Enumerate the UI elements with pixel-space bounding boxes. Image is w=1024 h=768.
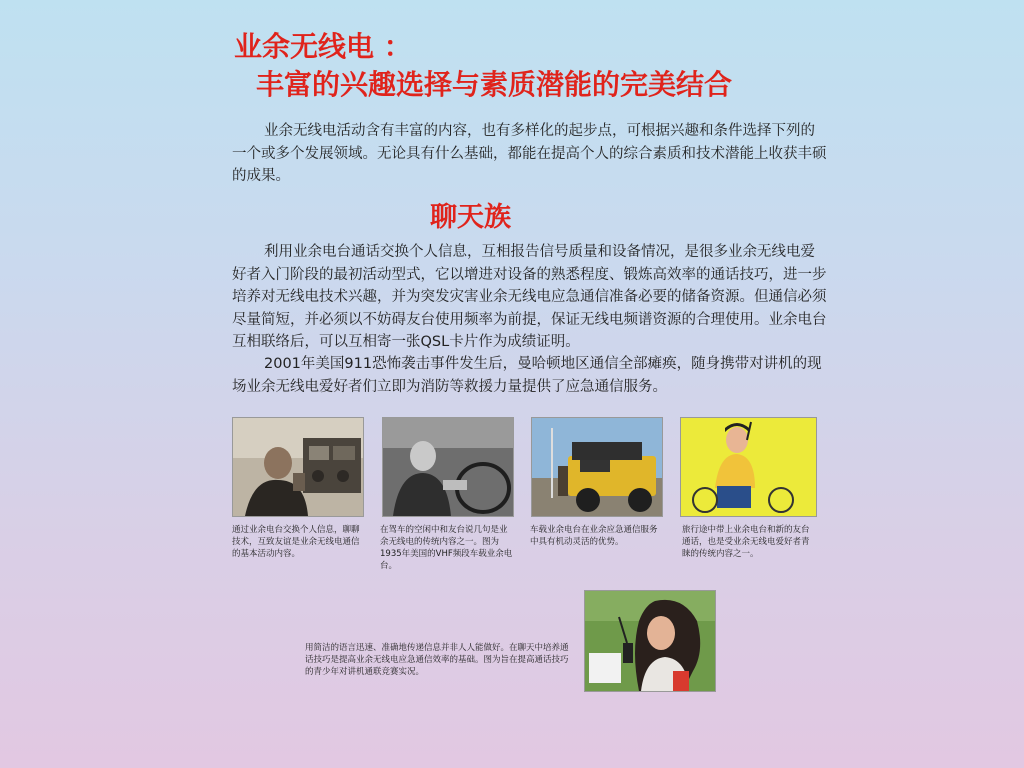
title-line-2: 丰富的兴趣选择与素质潜能的完美结合 [256,68,733,101]
caption-4: 旅行途中带上业余电台和新的友台通话，也是受业余无线电爱好者青睐的传统内容之一。 [682,525,810,559]
caption-3: 车载业余电台在业余应急通信服务中具有机动灵活的优势。 [530,525,658,547]
section-paragraph-1 [232,241,828,354]
section-paragraph-2 [232,353,828,398]
section-text-1: 利用业余电台通话交换个人信息，互相报告信号质量和设备情况，是很多业余无线电爱好者入门阶段的最初活动型式，它以增进对设备的熟悉程度、锻炼高效率的通话技巧，进一步培养对无线电技术兴趣，并为突发灾害业余无线电应急通信准备必要的储备资源。但通信必须尽量简短，并必须以不妨碍友台使用频率为前提，保证无线电频谱资源的合理使用。业余电台互相联络后，可以互相寄一张QSL卡片作为成绩证明。 [232,244,827,350]
caption-5: 用简洁的语言迅速、准确地传递信息并非人人能做好。在聊天中培养通话技巧是提高业余无线电应急通信效率的基础。图为旨在提高通话技巧的青少年对讲机通联竞赛实况。 [305,643,569,677]
photo-cyclist-girl [680,417,817,517]
photo-yellow-vehicle [531,417,663,517]
photo-radio-operator [232,417,364,517]
section-title: 聊天族 [430,202,511,233]
caption-1: 通过业余电台交换个人信息，聊聊技术，互致友谊是业余无线电通信的基本活动内容。 [232,525,360,559]
photo-car-driver [382,417,514,517]
intro-text: 业余无线电活动含有丰富的内容，也有多样化的起步点，可根据兴趣和条件选择下列的一个或多个发展领域。无论具有什么基础，都能在提高个人的综合素质和技术潜能上收获丰硕的成果。 [232,123,827,184]
section-text-2: 2001年美国911恐怖袭击事件发生后，曼哈顿地区通信全部瘫痪，随身携带对讲机的现场业余无线电爱好者们立即为消防等救援力量提供了应急通信服务。 [232,356,822,395]
intro-paragraph [232,120,828,188]
page-title [234,28,732,104]
title-line-1: 业余无线电 ： [234,30,412,63]
photo-girl-walkie-talkie [584,590,716,692]
caption-2: 在驾车的空闲中和友台说几句是业余无线电的传统内容之一。图为1935年美国的VHF频段车载业余电台。 [380,525,513,571]
